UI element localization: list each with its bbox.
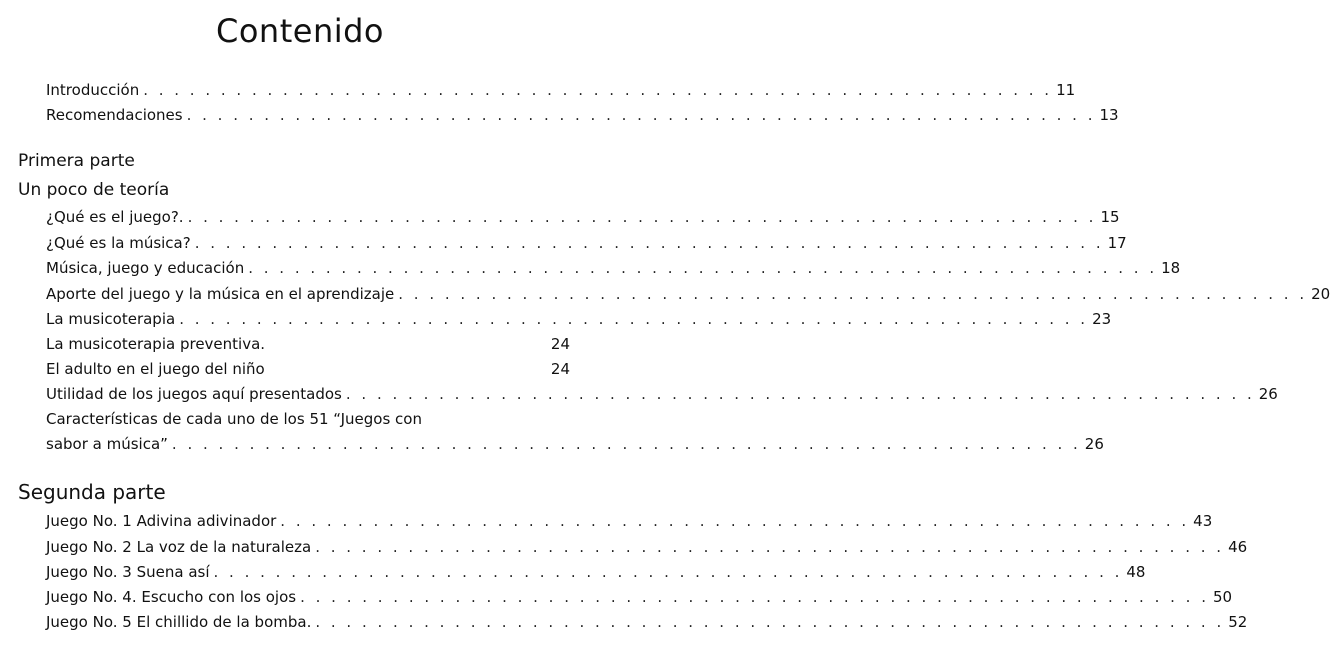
leader-dots: . . . . . . . . . . . . . . . . . . . . . . . . . . . . . . . . . . . . . . . . . . . . . . . . . . . . . . . . . . . bbox=[179, 310, 1089, 328]
toc-entry-page: 43 bbox=[1193, 512, 1213, 530]
leader-dots: . . . . . . . . . . . . . . . . . . . . . . . . . . . . . . . . . . . . . . . . . . . . . . . . . . . . . . . . . . . bbox=[315, 538, 1225, 556]
toc-entry-page: 15 bbox=[1100, 208, 1120, 226]
toc-entry bbox=[46, 434, 1104, 454]
leader-dots: . . . . . . . . . . . . . . . . . . . . . . . . . . . . . . . . . . . . . . . . . . . . . . . . . . . . . . . . . . . bbox=[186, 106, 1096, 124]
toc-entry-label: Introducción bbox=[46, 81, 140, 99]
toc-entry-label: El adulto en el juego del niño bbox=[46, 360, 265, 378]
leader-dots: . . . . . . . . . . . . . . . . . . . . . . . . . . . . . . . . . . . . . . . . . . . . . . . . . . . . . . . . . . . bbox=[171, 435, 1081, 453]
leader-dots: . . . . . . . . . . . . . . . . . . . . . . . . . . . . . . . . . . . . . . . . . . . . . . . . . . . . . . . . . . . bbox=[345, 385, 1255, 403]
toc-entry bbox=[46, 334, 570, 354]
leader-dots: . . . . . . . . . . . . . . . . . . . . . . . . . . . . . . . . . . . . . . . . . . . . . . . . . . . . . . . . . . . bbox=[248, 259, 1158, 277]
toc-entry-label: Aporte del juego y la música en el aprendizaje bbox=[46, 285, 395, 303]
toc-entry-page: 17 bbox=[1107, 234, 1127, 252]
leader-dots: . . . . . . . . . . . . . . . . . . . . . . . . . . . . . . . . . . . . . . . . . . . . . . . . . . . . . . . . . . . bbox=[398, 285, 1308, 303]
toc-entry-label: La musicoterapia preventiva. bbox=[46, 335, 266, 353]
part1-heading: Primera parte bbox=[18, 151, 135, 171]
toc-entry bbox=[46, 537, 1248, 557]
toc-entry bbox=[46, 309, 1112, 329]
leader-dots: . . . . . . . . . . . . . . . . . . . . . . . . . . . . . . . . . . . . . . . . . . . . . . . . . . . . . . . . . . . bbox=[143, 81, 1053, 99]
toc-entry-page: 48 bbox=[1126, 563, 1146, 581]
toc-entry-page: 50 bbox=[1212, 588, 1233, 606]
toc-entry bbox=[46, 233, 1127, 253]
toc-entry-label: ¿Qué es el juego?. bbox=[46, 208, 184, 226]
toc-entry-page: 52 bbox=[1228, 613, 1248, 631]
page-title: Contenido bbox=[216, 12, 384, 50]
leader-dots: . . . . . . . . . . . . . . . . . . . . . . . . . . . . . . . . . . . . . . . . . . . . . . . . . . . . . . . . . . . bbox=[187, 208, 1097, 226]
toc-entry-label: Juego No. 1 Adivina adivinador bbox=[46, 512, 277, 530]
toc-entry bbox=[46, 207, 1120, 227]
toc-entry bbox=[46, 384, 1278, 404]
toc-entry bbox=[46, 562, 1146, 582]
toc-entry-label: La musicoterapia bbox=[46, 310, 176, 328]
toc-entry-introduccion bbox=[46, 80, 1076, 100]
toc-entry-page: 46 bbox=[1228, 538, 1248, 556]
toc-entry-label: sabor a música” bbox=[46, 435, 168, 453]
toc-entry-page: 23 bbox=[1092, 310, 1112, 328]
toc-entry-line1: Características de cada uno de los 51 “Juegos con bbox=[46, 410, 422, 428]
toc-entry bbox=[46, 284, 1330, 304]
toc-entry bbox=[46, 258, 1181, 278]
toc-entry-page: 20 bbox=[1311, 285, 1330, 303]
toc-entry bbox=[46, 612, 1248, 632]
toc-entry-label: Juego No. 2 La voz de la naturaleza bbox=[46, 538, 312, 556]
leader-dots: . . . . . . . . . . . . . . . . . . . . . . . . . . . . . . . . . . . . . . . . . . . . . . . . . . . . . . . . . . . bbox=[213, 563, 1123, 581]
leader-dots: . . . . . . . . . . . . . . . . . . . . . . . . . . . . . . . . . . . . . . . . . . . . . . . . . . . . . . . . . . . bbox=[280, 512, 1190, 530]
toc-entry-page: 18 bbox=[1161, 259, 1181, 277]
toc-entry-label: Juego No. 3 Suena así bbox=[46, 563, 210, 581]
toc-entry-label: Recomendaciones bbox=[46, 106, 183, 124]
toc-entry-page: 26 bbox=[1084, 435, 1104, 453]
leader-dots: . . . . . . . . . . . . . . . . . . . . . . . . . . . . . . . . . . . . . . . . . . . . . . . . . . . . . . . . . . . bbox=[300, 588, 1209, 606]
toc-entry bbox=[46, 359, 570, 379]
toc-entry-page: 13 bbox=[1099, 106, 1119, 124]
toc-entry-page: 11 bbox=[1056, 81, 1076, 99]
leader-dots: . . . . . . . . . . . . . . . . . . . . . . . . . . . . . . . . . . . . . . . . . . . . . . . . . . . . . . . . . . . bbox=[194, 234, 1104, 252]
toc-entry-recomendaciones bbox=[46, 105, 1119, 125]
part1-subtitle: Un poco de teoría bbox=[18, 180, 170, 200]
toc-entry-page: 26 bbox=[1258, 385, 1278, 403]
toc-entry bbox=[46, 511, 1213, 531]
toc-entry-label: Música, juego y educación bbox=[46, 259, 245, 277]
toc-entry bbox=[46, 587, 1233, 607]
part2-heading: Segunda parte bbox=[18, 480, 166, 504]
toc-entry-label: Juego No. 5 El chillido de la bomba. bbox=[46, 613, 312, 631]
toc-entry-label: ¿Qué es la música? bbox=[46, 234, 191, 252]
toc-entry-label: Utilidad de los juegos aquí presentados bbox=[46, 385, 342, 403]
toc-entry-page: 24 bbox=[550, 360, 570, 378]
leader-dots: . . . . . . . . . . . . . . . . . . . . . . . . . . . . . . . . . . . . . . . . . . . . . . . . . . . . . . . . . . . bbox=[315, 613, 1225, 631]
toc-entry-label: Juego No. 4. Escucho con los ojos bbox=[46, 588, 297, 606]
toc-entry-page: 24 bbox=[550, 335, 570, 353]
